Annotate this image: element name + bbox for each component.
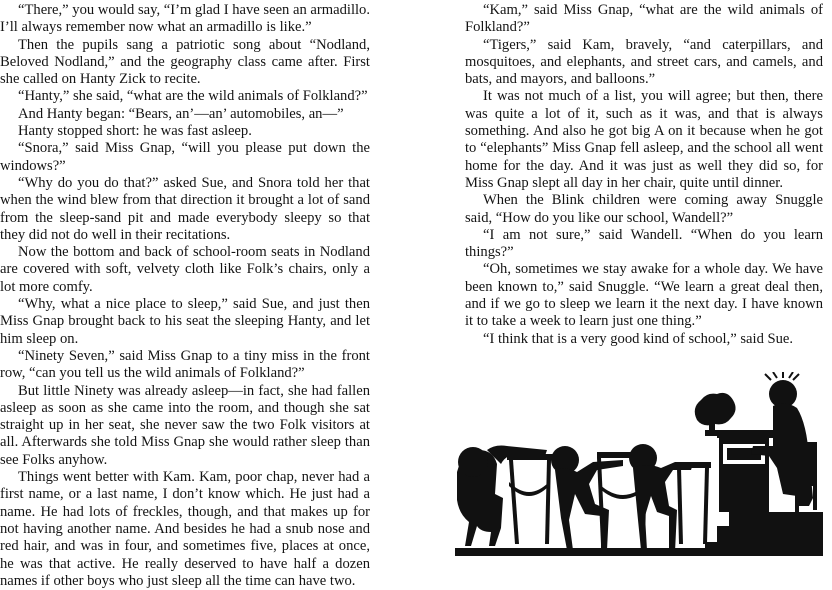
paragraph: “Hanty,” she said, “what are the wild animals of Folkland?” — [18, 88, 368, 105]
paragraph: Hanty stopped short: he was fast asleep. — [18, 123, 252, 140]
paragraph: “Snora,” said Miss Gnap, “will you please put down the windows?” — [0, 140, 370, 174]
paragraph: But little Ninety was already asleep—in fact, she had fallen asleep as soon as she came into the room, and though she sat straight up in her seat, she never saw the two Folk visitors at all. Afterwards she told Miss Gnap she would rather sleep than see Folks anyhow. — [0, 382, 370, 468]
paragraph: Then the pupils sang a patriotic song about “Nodland, Beloved Nodland,” and the geography class came after. First she called on Hanty Zick to recite. — [0, 36, 370, 88]
paragraph: “I think that is a very good kind of school,” said Sue. — [483, 330, 794, 347]
paragraph: It was not much of a list, you will agree; but then, there was quite a lot of it, such as it was, and that is always something. And also he got big A on it because when he got to “elephants” Miss Gnap fell asleep, and the school all went home for the day. And it was just as well they did so, for Miss Gnap slept all day in her chair, quite until dinner. — [465, 88, 823, 191]
paragraph: “Why do you do that?” asked Sue, and Snora told her that when the wind blew from that direction it brought a lot of sand from the sleep-sand pit and made everybody sleepy so that they did not do well in their recitations. — [0, 174, 370, 243]
paragraph: “Kam,” said Miss Gnap, “what are the wild animals of Folkland?” — [465, 2, 823, 36]
paragraph: “Oh, sometimes we stay awake for a whole day. We have been known to,” said Snuggle. “We learn a great deal then, and if we go to sleep we learn it the next day. I have known it to take a week to learn just one thing.” — [465, 261, 823, 330]
paragraph: “I am not sure,” said Wandell. “When do you learn things?” — [465, 226, 823, 261]
left-page — [0, 2, 370, 590]
right-page — [465, 2, 823, 348]
paragraph: When the Blink children were coming away Snuggle said, “How do you like our school, Wandell?” — [465, 192, 823, 226]
paragraph: And Hanty began: “Bears, an’—an’ automobiles, an—” — [18, 105, 344, 122]
paragraph: “Tigers,” said Kam, bravely, “and caterpillars, and mosquitoes, and elephants, and street cars, and camels, and bats, and mayors, and balloons.” — [465, 36, 823, 88]
paragraph: Now the bottom and back of school-room seats in Nodland are covered with soft, velvety cloth like Folk’s chairs, only a lot more comfy. — [0, 244, 370, 295]
paragraph: Things went better with Kam. Kam, poor chap, never had a first name, or a last name, I don’t know which. He just had a name. He had lots of freckles, though, and that makes up for not having another name. And besides he had a snub nose and red hair, and was in four, and sometimes five, places at once, he was that active. He really deserved to have half a dozen names if other boys who just sleep all the time can have two. — [0, 469, 370, 589]
paragraph: “There,” you would say, “I’m glad I have seen an armadillo. I’ll always remember now what an armadillo is like.” — [0, 2, 371, 36]
paragraph: “Why, what a nice place to sleep,” said Sue, and just then Miss Gnap brought back to his seat the sleeping Hanty, and let him sleep on. — [0, 296, 370, 347]
paragraph: “Ninety Seven,” said Miss Gnap to a tiny miss in the front row, “can you tell us the wild animals of Folkland?” — [0, 347, 370, 382]
classroom-silhouette-illustration — [447, 372, 825, 562]
